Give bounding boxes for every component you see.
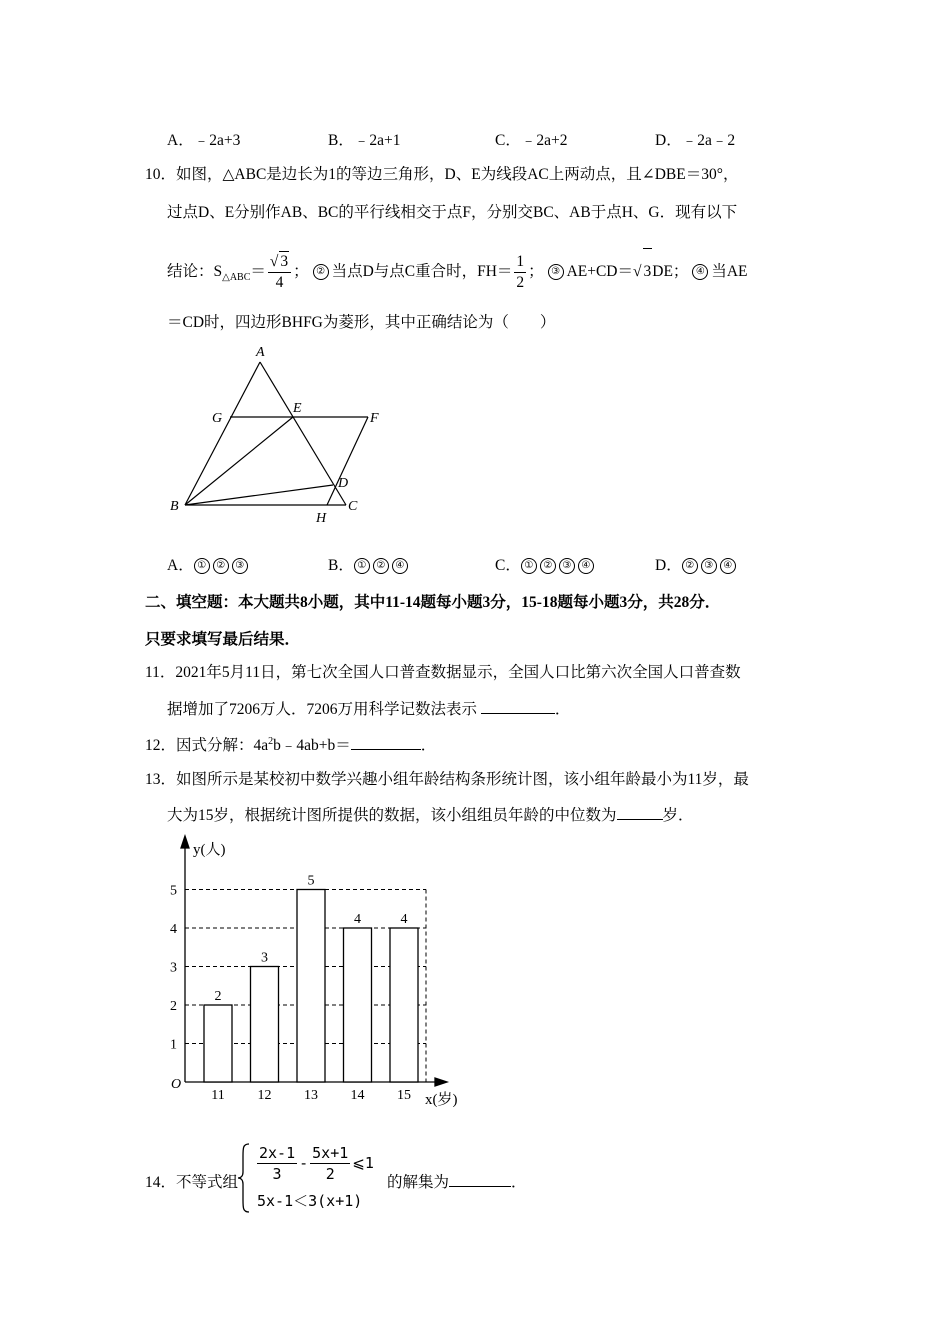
segment-be: [185, 417, 293, 505]
bar: [204, 1005, 232, 1082]
section2-instruction: 只要求填写最后结果．: [145, 631, 301, 648]
y-tick-label: 2: [170, 999, 177, 1014]
q9-options: [167, 128, 867, 148]
origin-label: O: [171, 1077, 182, 1092]
bar-value-label: 3: [261, 950, 268, 966]
label-c: C: [348, 499, 358, 514]
x-axis-arrow: [435, 1078, 447, 1086]
label-a: A: [256, 345, 265, 360]
x-axis-label: x(岁): [425, 1092, 458, 1108]
q13-answer-blank[interactable]: [617, 803, 663, 820]
system-brace: [237, 1142, 251, 1214]
q12-answer-blank[interactable]: [351, 733, 421, 750]
bar: [251, 967, 279, 1083]
q10-line2: 过点D、E分别作AB、BC的平行线相交于点F，分别交BC、AB于点H、G．现有以下: [167, 204, 738, 221]
label-f: F: [370, 411, 379, 426]
y-tick-label: 3: [170, 960, 177, 976]
q9-option-b: B．﹣2a+1: [328, 132, 401, 149]
x-tick-label: 11: [211, 1088, 225, 1103]
segment-bd: [185, 485, 333, 505]
label-d: D: [338, 476, 349, 491]
fraction-one-half: $\frac{1}{2}$: [516, 252, 525, 291]
q11-answer-blank[interactable]: [481, 697, 555, 714]
label-b: B: [170, 499, 179, 514]
y-tick-label: 5: [170, 883, 177, 899]
q10-line4: ＝CD时，四边形BHFG为菱形，其中正确结论为（ ）: [167, 314, 556, 331]
q13-line1: 13．如图所示是某校初中数学兴趣小组年龄结构条形统计图，该小组年龄最小为11岁，最: [145, 771, 749, 788]
y-axis-arrow: [181, 836, 189, 848]
q10-option-d: D． ② ③ ④: [655, 553, 739, 575]
label-e: E: [293, 401, 302, 416]
x-tick-label: 14: [350, 1088, 365, 1103]
q11-line1: 11．2021年5月11日，第七次全国人口普查数据显示，全国人口比第六次全国人口普查数: [145, 664, 741, 681]
q10-line3: 结论：$S_{\triangle ABC}=$ $\frac{√ 3}{4}$ ； ② 当点D与点C重合时，FH＝ $\frac{1}{2}$ ； ③ AE+CD＝√ 3DE； ④ 当AE: [167, 248, 747, 294]
bar-value-label: 4: [354, 912, 361, 927]
y-tick-label: 1: [170, 1037, 177, 1053]
x-tick-label: 15: [397, 1088, 411, 1103]
segment-fh: [327, 417, 368, 505]
label-g: G: [212, 411, 223, 426]
y-tick-label: 4: [170, 922, 177, 937]
label-h: H: [316, 511, 327, 526]
bar-value-label: 5: [307, 873, 315, 889]
q10-option-a: A． ① ② ③: [167, 553, 251, 575]
bar: [344, 928, 372, 1082]
q10-option-b: B． ① ② ④: [328, 553, 411, 575]
bar-value-label: 4: [400, 912, 408, 927]
fraction-sqrt3-over-4: $\frac{√ 3}{4}$: [268, 251, 291, 293]
q9-option-a: A．﹣2a+3: [167, 132, 241, 149]
bar: [297, 890, 325, 1083]
q9-option-c: C．﹣2a+2: [495, 132, 568, 149]
q10-triangle-figure: [160, 340, 400, 530]
q10-option-c: C． ① ② ③ ④: [495, 553, 597, 575]
x-tick-label: 13: [304, 1088, 318, 1103]
q10-options: [167, 553, 867, 575]
q12: 12．因式分解：$4a^2b﹣4ab+b=$ ．: [145, 733, 436, 755]
q9-option-d: D．﹣2a﹣2: [655, 132, 736, 149]
q13-bar-chart: [165, 832, 475, 1112]
system-second-inequality: 5x-1＜3(x+1): [257, 1192, 363, 1210]
y-axis-label: y(人): [193, 842, 226, 858]
q10-line1: 10．如图，△ABC是边长为1的等边三角形，D、E为线段AC上两动点，且∠DBE＝30°，: [145, 166, 739, 183]
bar: [390, 928, 418, 1082]
system-first-inequality: $\frac{2x-1}{3}$ - $\frac{5x+1}{2}$ ⩽1: [259, 1144, 374, 1183]
x-tick-label: 12: [257, 1088, 272, 1103]
bar-value-label: 2: [214, 989, 222, 1004]
q13-line2: 大为15岁，根据统计图所提供的数据，该小组组员年龄的中位数为 岁．: [167, 803, 694, 825]
segment-ab: [185, 362, 260, 505]
section2-heading: 二、填空题：本大题共8小题，其中11-14题每小题3分，15-18题每小题3分，共28分．: [145, 594, 721, 611]
q11-line2: 据增加了7206万人．7206万用科学记数法表示 ．: [167, 697, 570, 719]
q14-answer-blank[interactable]: [449, 1170, 511, 1187]
